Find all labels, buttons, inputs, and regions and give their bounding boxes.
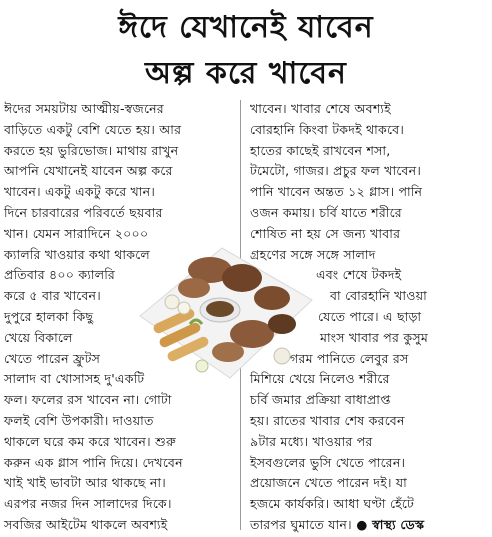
text-line: ফল। ফলের রস খাবেন না। গোটা <box>4 392 172 408</box>
text-line: ঈদের সময়টায় আত্মীয়-স্বজনের <box>4 101 164 116</box>
text-line: ক্যালরি খাওয়ার কথা থাকলে <box>4 246 150 262</box>
text-line: ৯টার মধ্যে। খাওয়ার পর <box>250 433 373 449</box>
text-line: খাবেন। একটু একটু করে খান। <box>4 184 156 200</box>
text-line: করতে হয় ভুরিভোজ। মাথায় রাখুন <box>4 142 179 158</box>
text-line: থাকলে ঘরে কম করে খাবেন। শুরু <box>4 433 176 449</box>
text-line: খাবেন। খাবার শেষে অবশ্যই <box>250 101 391 116</box>
text-line: দুপুরে হালকা কিছু <box>4 309 94 324</box>
text-line: বা বোরহানি খাওয়া <box>330 288 428 304</box>
text-line: সবজির আইটেম থাকলে অবশ্যই <box>4 517 168 532</box>
text-line: দিনে চারবারের পরিবর্তে ছয়বার <box>4 205 163 220</box>
text-line: যেতে পারে। এ ছাড়া <box>318 309 422 324</box>
text-line: ইসবগুলের ভুসি খেতে পারেন। <box>250 454 406 470</box>
sauce-bowl <box>200 298 240 322</box>
text-line: খান। যেমন সারাদিনে ২০০০ <box>4 225 149 241</box>
text-line: এবং শেষে টকদই <box>316 267 402 283</box>
text-line: হাতের কাছেই রাখবেন শসা, <box>250 142 391 158</box>
text-line: করে ৫ বার খাবেন। <box>4 288 101 304</box>
desk-signature: ● স্বাস্থ্য ডেস্ক <box>351 517 425 532</box>
text-line: টমেটো, গাজর। প্রচুর ফল খাবেন। <box>250 163 422 179</box>
text-line: প্রয়োজনে খেতে পারেন দই। যা <box>250 475 407 491</box>
text-line: ফলই বেশি উপকারী। দাওয়াত <box>4 413 154 428</box>
text-line: তারপর ঘুমাতে যান। ● স্বাস্থ্য ডেস্ক <box>250 517 425 532</box>
text-line: চর্বি জমার প্রক্রিয়া বাধাপ্রাপ্ত <box>250 392 391 408</box>
text-line: করুন এক গ্লাস পানি দিয়ে। দেখবেন <box>4 454 183 470</box>
text-line: খাই খাই ভাবটা আর থাকছে না। <box>4 475 166 491</box>
text-line: পানি খাবেন অন্তত ১২ গ্লাস। পানি <box>250 184 423 200</box>
article-headline <box>0 0 492 100</box>
text-line: এরপর নজর দিন সালাদের দিকে। <box>4 496 172 512</box>
text-line: ওজন কমায়। চর্বি যাতে শরীরে <box>250 205 402 220</box>
text-line: খেয়ে বিকালে <box>4 329 73 345</box>
text-line: হয়। রাতের খাবার শেষ করবেন <box>250 413 405 428</box>
headline-line-2: অল্প করে খাবেন <box>145 56 347 91</box>
text-line: গ্রহণের সঙ্গে সঙ্গে সালাদ <box>250 246 376 262</box>
text-line: আপনি যেখানেই যাবেন অল্প করে <box>4 163 173 179</box>
text-line: খেতে পারেন ফ্রুটস <box>4 350 101 366</box>
text-line: হজমে কার্যকরি। আধা ঘণ্টা হেঁটে <box>250 496 415 512</box>
text-line: প্রতিবার ৪০০ ক্যালরি <box>4 267 116 283</box>
text-line: শোষিত না হয় সে জন্য খাবার <box>250 225 401 241</box>
text-line: মাংস খাবার পর কুসুম <box>320 329 429 345</box>
text-line: বাড়িতে একটু বেশি যেতে হয়। আর <box>4 121 182 137</box>
text-line: মিশিয়ে খেয়ে নিলেও শরীরে <box>250 371 390 387</box>
text-line: গরম পানিতে লেবুর রস <box>290 350 409 366</box>
text-line: সালাদ বা খোসাসহ দু'একটি <box>4 371 145 387</box>
headline-line-1: ঈদে যেখানেই যাবেন <box>118 10 374 45</box>
text-line: বোরহানি কিংবা টকদই থাকবে। <box>250 121 405 137</box>
